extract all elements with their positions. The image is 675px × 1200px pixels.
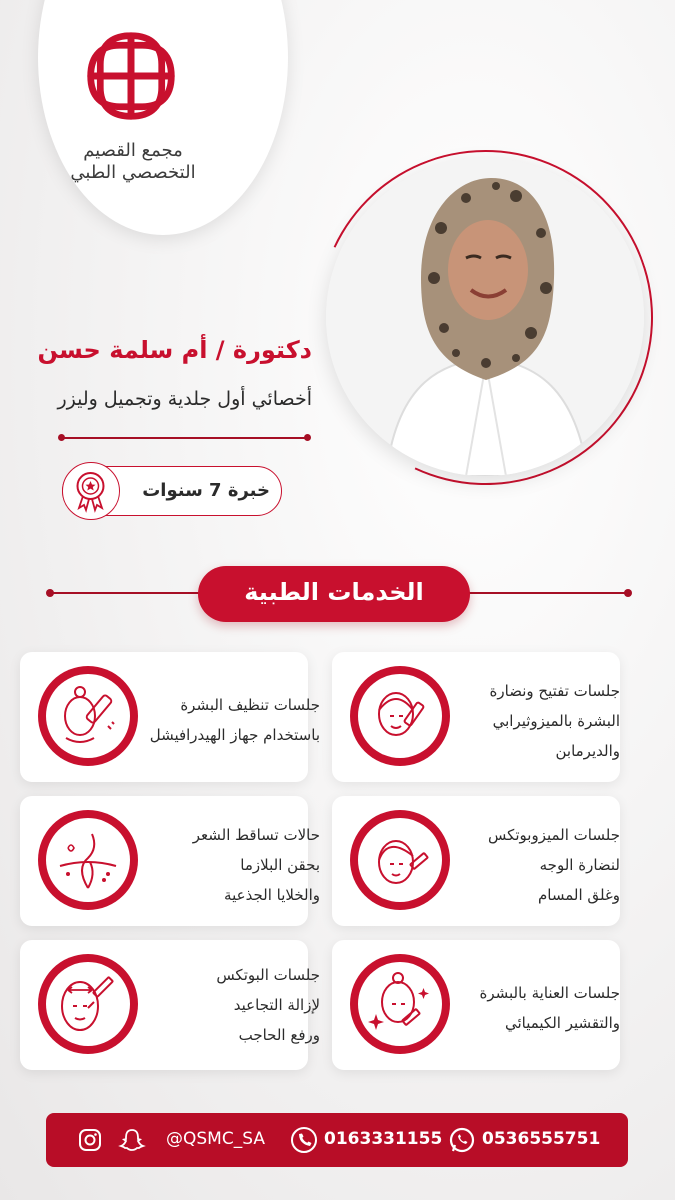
hair-follicle-icon [46, 818, 130, 902]
doctor-photo [326, 158, 644, 476]
clinic-name-line1: مجمع القصيم [83, 140, 183, 161]
experience-text: خبرة 7 سنوات [142, 480, 270, 501]
service-text: جلسات تنظيف البشرة باستخدام جهاز الهيدرافيشل [149, 696, 320, 744]
face-syringe-icon [358, 818, 442, 902]
clinic-name [48, 140, 218, 184]
botox-face-icon [46, 962, 130, 1046]
service-text: جلسات الميزوبوتكس لنضارة الوجه وغلق المسام [487, 826, 620, 904]
whatsapp-icon[interactable] [448, 1126, 476, 1154]
sparkle-face-icon [358, 962, 442, 1046]
clinic-name-line2: التخصصي الطبي [70, 162, 196, 183]
hydrafacial-device-icon [46, 674, 130, 758]
name-divider [62, 437, 308, 439]
phone-icon[interactable] [290, 1126, 318, 1154]
whatsapp-number[interactable]: 0536555751 [482, 1129, 601, 1149]
face-pen-icon [358, 674, 442, 758]
service-text: جلسات البوتكس لإزالة التجاعيد ورفع الحاجب [216, 966, 320, 1044]
divider-dot-right [304, 434, 311, 441]
clinic-logo-icon [83, 28, 179, 124]
service-text: حالات تساقط الشعر بحقن البلازما والخلايا الجذعية [192, 826, 320, 904]
service-text: جلسات تفتيح ونضارة البشرة بالميزوثيرابي والديرمابن [489, 682, 620, 760]
doctor-name: دكتورة / أم سلمة حسن [37, 336, 312, 364]
services-line-dot-right [624, 589, 632, 597]
services-line-right [468, 592, 628, 594]
phone-number[interactable]: 0163331155 [324, 1129, 443, 1149]
doctor-portrait-illustration [326, 158, 644, 476]
services-line-left [50, 592, 200, 594]
instagram-icon[interactable] [76, 1126, 104, 1154]
doctor-specialty: أخصائي أول جلدية وتجميل وليزر [57, 388, 312, 410]
snapchat-icon[interactable] [118, 1126, 146, 1154]
services-heading: الخدمات الطبية [244, 578, 424, 606]
service-text: جلسات العناية بالبشرة والتقشير الكيميائي [479, 984, 620, 1032]
social-handle[interactable]: @QSMC_SA [166, 1129, 265, 1149]
